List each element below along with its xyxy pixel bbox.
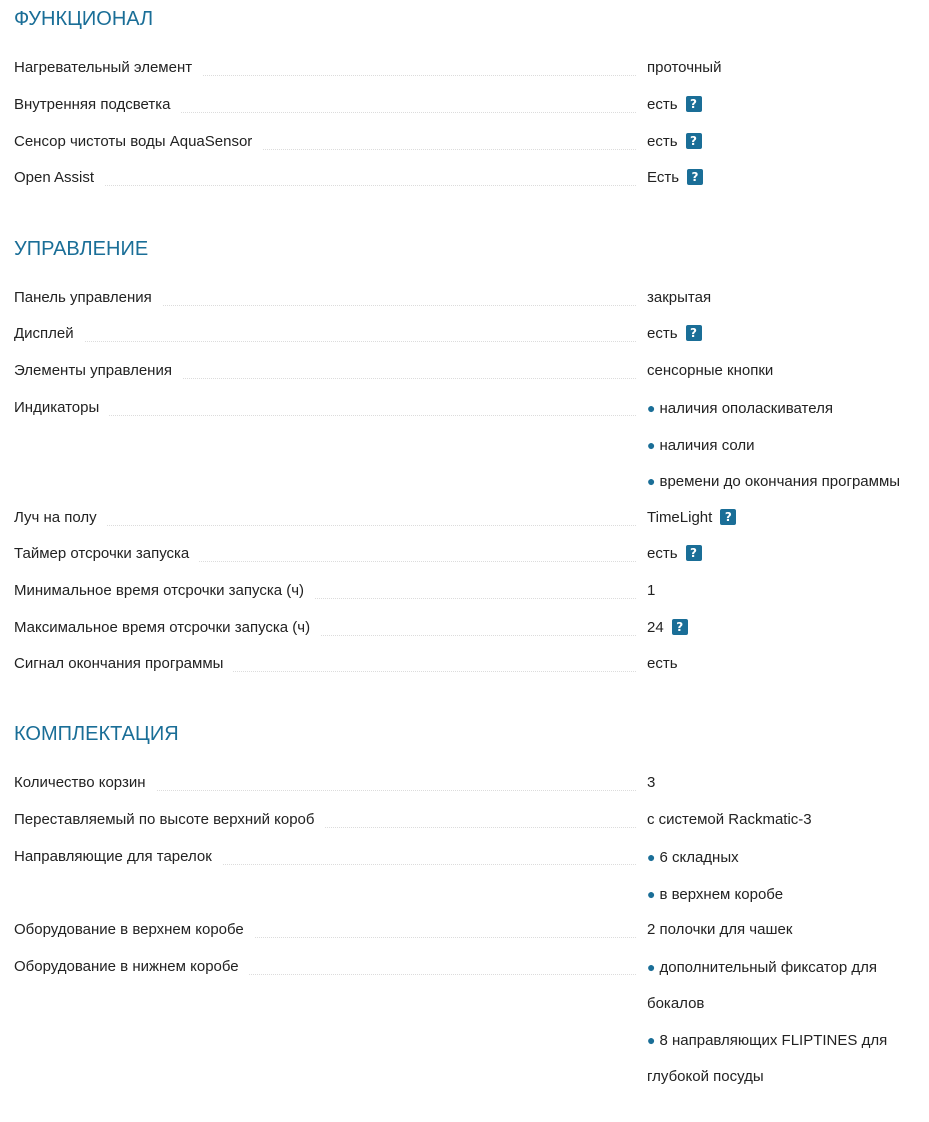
bullet-text: 8 направляющих FLIPTINES для — [659, 1032, 888, 1049]
spec-value-bullet — [647, 846, 739, 869]
spec-row — [0, 167, 929, 203]
spec-label — [14, 167, 636, 189]
spec-label — [14, 617, 636, 639]
help-icon[interactable]: ? — [686, 133, 702, 149]
spec-value — [647, 919, 927, 941]
spec-value — [647, 167, 927, 189]
spec-value — [647, 543, 927, 565]
spec-label-text: Нагревательный элемент — [14, 59, 202, 76]
bullet-text: в верхнем коробе — [659, 885, 784, 903]
spec-value-text: проточный — [647, 59, 722, 76]
spec-value-text: есть — [647, 133, 678, 150]
spec-label — [14, 360, 636, 382]
bullet-icon: ● — [647, 959, 656, 975]
spec-value-bullet — [647, 883, 783, 906]
spec-label — [14, 287, 636, 309]
spec-row — [0, 131, 929, 167]
spec-value-text: 1 — [647, 582, 656, 599]
spec-label-text: Панель управления — [14, 289, 162, 306]
spec-row — [0, 956, 929, 1085]
bullet-text: дополнительный фиксатор для — [659, 959, 877, 976]
spec-value — [647, 617, 927, 639]
spec-label-text: Переставляемый по высоте верхний короб — [14, 811, 324, 828]
spec-row — [0, 397, 929, 491]
spec-value-text: есть — [647, 96, 678, 113]
spec-value-text: 24 — [647, 619, 664, 636]
spec-value — [647, 131, 927, 153]
spec-value — [647, 360, 927, 382]
spec-label-text: Таймер отсрочки запуска — [14, 545, 199, 562]
bullet-text: бокалов — [647, 994, 705, 1012]
spec-label — [14, 397, 636, 419]
spec-value — [647, 57, 927, 79]
spec-value-bullet — [647, 470, 900, 493]
spec-label — [14, 131, 636, 153]
bullet-text: наличия соли — [659, 436, 755, 454]
spec-value — [647, 507, 927, 529]
bullet-text: глубокой посуды — [647, 1067, 764, 1085]
help-icon[interactable]: ? — [687, 169, 703, 185]
spec-row — [0, 846, 929, 903]
spec-row — [0, 94, 929, 130]
spec-value — [647, 580, 927, 602]
spec-value — [647, 772, 927, 794]
section-title: ФУНКЦИОНАЛ — [14, 8, 154, 30]
spec-value-text: есть — [647, 545, 678, 562]
spec-row — [0, 653, 929, 689]
spec-value-text: закрытая — [647, 289, 712, 306]
section-title: КОМПЛЕКТАЦИЯ — [14, 723, 179, 745]
spec-label-text: Количество корзин — [14, 774, 156, 791]
spec-value-bullet — [647, 956, 877, 979]
spec-row — [0, 57, 929, 93]
spec-label-text: Внутренняя подсветка — [14, 96, 180, 113]
spec-label — [14, 956, 636, 978]
spec-row — [0, 809, 929, 845]
spec-value-bullet — [647, 397, 833, 420]
spec-value — [647, 287, 927, 309]
spec-label-text: Минимальное время отсрочки запуска (ч) — [14, 582, 314, 599]
spec-row — [0, 543, 929, 579]
spec-row — [0, 287, 929, 323]
spec-value-bullet — [647, 434, 755, 457]
spec-label-text: Элементы управления — [14, 362, 182, 379]
spec-row — [0, 617, 929, 653]
help-icon[interactable]: ? — [720, 509, 736, 525]
spec-row — [0, 772, 929, 808]
spec-label-text: Индикаторы — [14, 399, 109, 416]
bullet-icon: ● — [647, 849, 656, 865]
spec-label-text: Сигнал окончания программы — [14, 655, 233, 672]
spec-value — [647, 653, 927, 675]
spec-label-text: Оборудование в нижнем коробе — [14, 958, 249, 975]
spec-label-text: Дисплей — [14, 325, 84, 342]
bullet-icon: ● — [647, 436, 656, 453]
spec-value-text: 3 — [647, 774, 656, 791]
bullet-icon: ● — [647, 400, 656, 416]
spec-row — [0, 580, 929, 616]
spec-value — [647, 94, 927, 116]
bullet-icon: ● — [647, 473, 656, 490]
spec-value-text: есть — [647, 655, 678, 672]
spec-row — [0, 507, 929, 543]
spec-value-text: с системой Rackmatic-3 — [647, 811, 812, 828]
spec-value — [647, 323, 927, 345]
spec-label — [14, 809, 636, 831]
help-icon[interactable]: ? — [672, 619, 688, 635]
spec-label-text: Open Assist — [14, 169, 104, 186]
spec-value-text: 2 полочки для чашек — [647, 921, 793, 938]
bullet-icon: ● — [647, 885, 656, 902]
bullet-text: наличия ополаскивателя — [659, 400, 833, 417]
spec-value-bullet — [647, 993, 704, 1015]
spec-label — [14, 919, 636, 941]
spec-row — [0, 360, 929, 396]
spec-label — [14, 653, 636, 675]
spec-value-bullet — [647, 1066, 764, 1088]
spec-label-text: Максимальное время отсрочки запуска (ч) — [14, 619, 320, 636]
spec-value — [647, 809, 927, 831]
spec-label — [14, 57, 636, 79]
spec-value-text: TimeLight — [647, 509, 713, 526]
spec-row — [0, 323, 929, 359]
spec-label-text: Луч на полу — [14, 509, 107, 526]
spec-label-text: Направляющие для тарелок — [14, 848, 222, 865]
spec-label — [14, 94, 636, 116]
spec-value-text: сенсорные кнопки — [647, 362, 774, 379]
spec-label — [14, 507, 636, 529]
spec-label — [14, 580, 636, 602]
bullet-text: времени до окончания программы — [659, 473, 901, 491]
spec-label — [14, 323, 636, 345]
spec-label — [14, 772, 636, 794]
section-title: УПРАВЛЕНИЕ — [14, 238, 149, 260]
spec-value-text: есть — [647, 325, 678, 342]
spec-label — [14, 846, 636, 868]
spec-row — [0, 919, 929, 955]
help-icon[interactable]: ? — [686, 96, 702, 112]
help-icon[interactable]: ? — [686, 325, 702, 341]
spec-label-text: Сенсор чистоты воды AquaSensor — [14, 133, 262, 150]
help-icon[interactable]: ? — [686, 545, 702, 561]
spec-value-text: Есть — [647, 169, 680, 186]
spec-label — [14, 543, 636, 565]
bullet-icon: ● — [647, 1032, 656, 1048]
spec-label-text: Оборудование в верхнем коробе — [14, 921, 254, 938]
bullet-text: 6 складных — [659, 849, 739, 866]
spec-value-bullet — [647, 1029, 887, 1052]
